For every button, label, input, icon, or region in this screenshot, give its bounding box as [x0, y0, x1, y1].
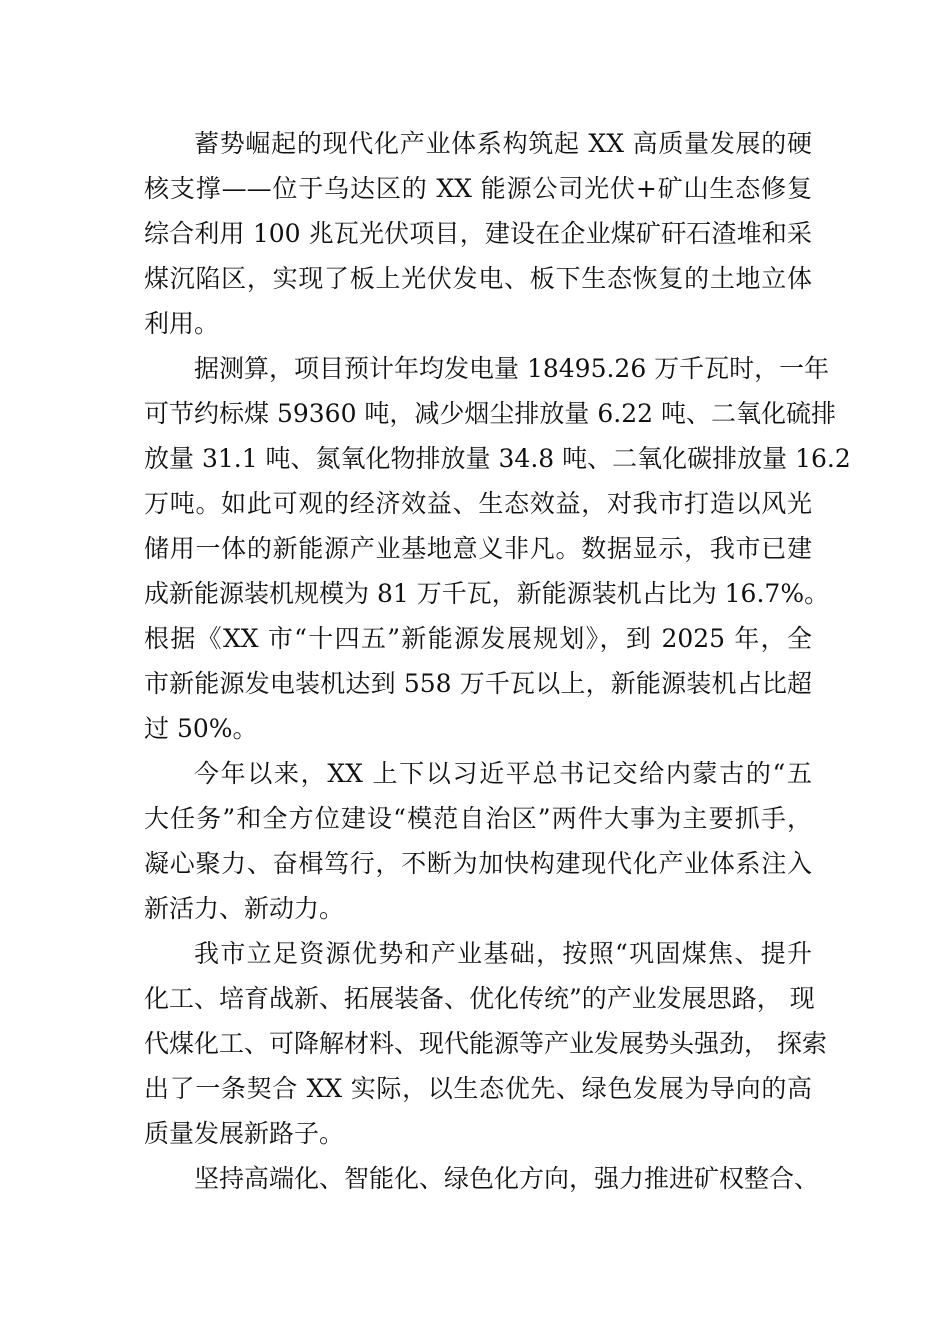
- text-line: 放量 31.1 吨、氮氧化物排放量 34.8 吨、二氧化碳排放量 16.2: [144, 444, 851, 473]
- text-line: 市新能源发电装机达到 558 万千瓦以上，新能源装机占比超: [144, 669, 812, 698]
- text-line: 据测算，项目预计年均发电量 18495.26 万千瓦时，一年: [194, 354, 830, 383]
- text-line: 化工、培育战新、拓展装备、优化传统”的产业发展思路， 现: [144, 984, 815, 1013]
- text-line: 新活力、新动力。: [144, 894, 345, 923]
- text-line: 过 50%。: [144, 714, 258, 743]
- text-line: 根据《XX 市“十四五”新能源发展规划》，到 2025 年，全: [144, 624, 812, 653]
- text-line: 利用。: [144, 309, 220, 338]
- paragraph-1: [144, 121, 812, 346]
- text-line: 万吨。如此可观的经济效益、生态效益，对我市打造以风光: [144, 489, 812, 518]
- text-line: 综合利用 100 兆瓦光伏项目，建设在企业煤矿矸石渣堆和采: [144, 219, 812, 248]
- text-line: 蓄势崛起的现代化产业体系构筑起 XX 高质量发展的硬: [194, 129, 812, 158]
- text-line: 成新能源装机规模为 81 万千瓦，新能源装机占比为 16.7%。: [144, 579, 830, 608]
- text-line: 核支撑——位于乌达区的 XX 能源公司光伏+矿山生态修复: [144, 174, 812, 203]
- text-line: 大任务”和全方位建设“模范自治区”两件大事为主要抓手，: [144, 804, 812, 833]
- text-line: 我市立足资源优势和产业基础，按照“巩固煤焦、提升: [194, 939, 812, 968]
- text-line: 代煤化工、可降解材料、现代能源等产业发展势头强劲， 探索: [144, 1029, 827, 1058]
- text-line: 储用一体的新能源产业基地意义非凡。数据显示，我市已建: [144, 534, 812, 563]
- text-line: 煤沉陷区，实现了板上光伏发电、板下生态恢复的土地立体: [144, 264, 812, 293]
- paragraph-2: [144, 346, 851, 751]
- text-line: 可节约标煤 59360 吨，减少烟尘排放量 6.22 吨、二氧化硫排: [144, 399, 836, 428]
- text-line: 坚持高端化、智能化、绿色化方向，强力推进矿权整合、: [194, 1164, 820, 1193]
- paragraph-4: [144, 931, 827, 1156]
- paragraph-3: [144, 751, 812, 931]
- paragraph-5: [144, 1156, 820, 1201]
- text-line: 质量发展新路子。: [144, 1119, 345, 1148]
- text-line: 今年以来，XX 上下以习近平总书记交给内蒙古的“五: [194, 759, 812, 788]
- document-body: [144, 121, 851, 1201]
- text-line: 凝心聚力、奋楫笃行，不断为加快构建现代化产业体系注入: [144, 849, 812, 878]
- text-line: 出了一条契合 XX 实际，以生态优先、绿色发展为导向的高: [144, 1074, 812, 1103]
